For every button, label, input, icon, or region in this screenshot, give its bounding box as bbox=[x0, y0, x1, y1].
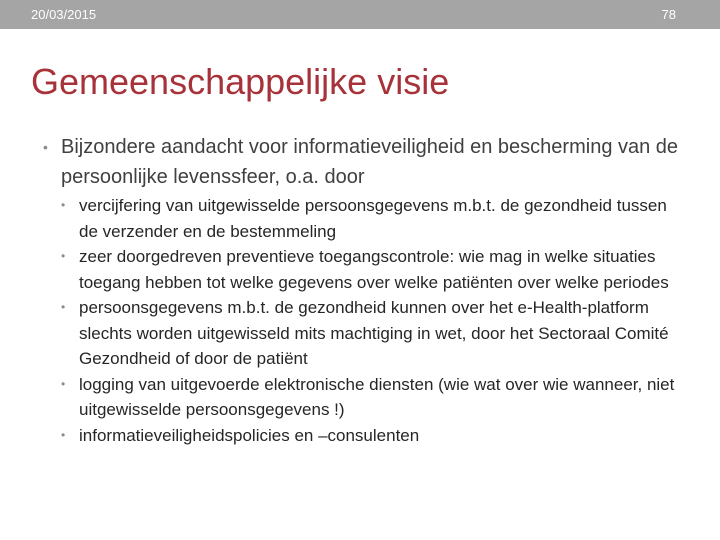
sub-bullet-list bbox=[43, 193, 683, 448]
main-bullet-text: Bijzondere aandacht voor informatieveiligheid en bescherming van de persoonlijke levenssfeer, o.a. door bbox=[61, 136, 679, 188]
sub-bullet-text: vercijfering van uitgewisselde persoonsgegevens m.b.t. de gezondheid tussen de verzender en de bestemmeling bbox=[79, 196, 667, 241]
sub-bullet bbox=[61, 244, 683, 295]
slide-date: 20/03/2015 bbox=[31, 7, 97, 22]
sub-bullet-text: persoonsgegevens m.b.t. de gezondheid kunnen over het e-Health-platform slechts worden uitgewisseld mits machtiging in wet, door het Sectoraal Comité Gezondheid of door de patiënt bbox=[79, 298, 669, 368]
sub-bullet bbox=[61, 372, 683, 423]
bullet-icon: • bbox=[61, 300, 66, 314]
sub-bullet-text: informatieveiligheidspolicies en –consulenten bbox=[79, 425, 420, 445]
sub-bullet-text: logging van uitgevoerde elektronische diensten (wie wat over wie wanneer, niet uitgewisselde persoonsgegevens !) bbox=[79, 374, 675, 419]
bullet-icon: • bbox=[61, 376, 66, 391]
slide-page-number: 78 bbox=[661, 7, 676, 22]
sub-bullet bbox=[61, 295, 683, 372]
bullet-icon: • bbox=[61, 249, 66, 263]
bullet-icon: • bbox=[43, 139, 48, 155]
slide-content bbox=[43, 132, 683, 448]
sub-bullet-text: zeer doorgedreven preventieve toegangscontrole: wie mag in welke situaties toegang hebben tot welke gegevens over welke patiënten over welke periodes bbox=[79, 247, 669, 292]
sub-bullet bbox=[61, 193, 683, 244]
main-bullet bbox=[43, 132, 683, 192]
bullet-icon: • bbox=[61, 427, 66, 442]
header-bar bbox=[0, 0, 720, 29]
sub-bullet bbox=[61, 423, 683, 449]
bullet-icon: • bbox=[61, 198, 66, 212]
slide-title: Gemeenschappelijke visie bbox=[31, 61, 450, 102]
